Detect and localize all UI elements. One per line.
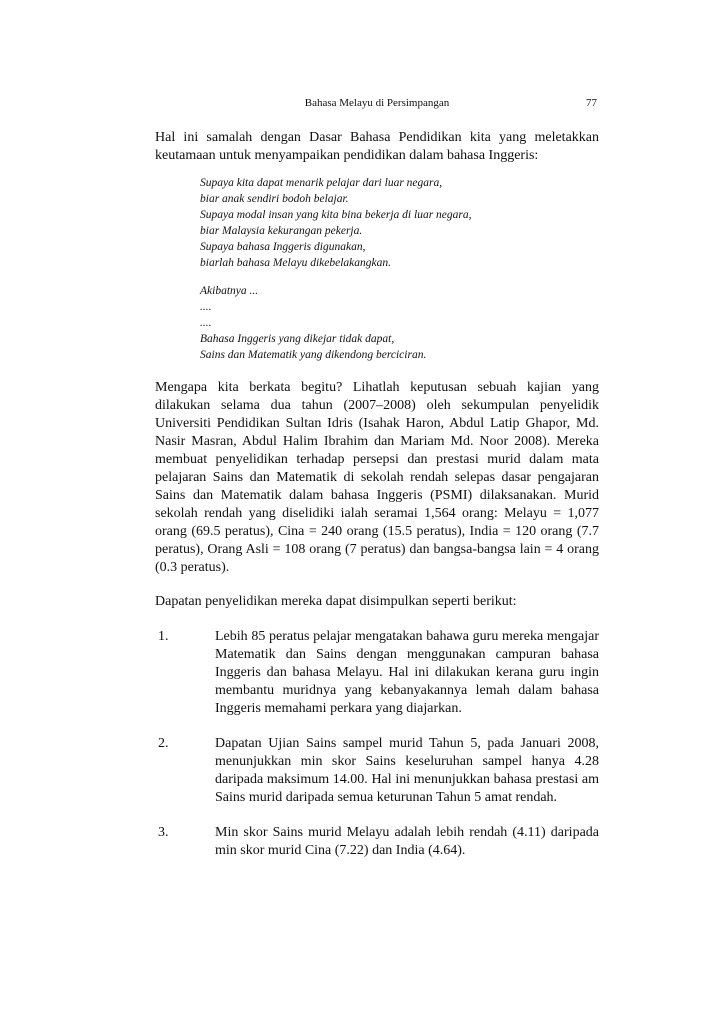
poem-block (200, 175, 599, 363)
stanza-break (200, 271, 599, 283)
running-header (155, 97, 599, 113)
research-paragraph: Mengapa kita berkata begitu? Lihatlah keputusan sebuah kajian yang dilakukan selama dua tahun (2007–2008) oleh sekumpulan penyelidik Universiti Pendidikan Sultan Idris (Isahak Haron, Abdul Latip Ghapor, Md. Nasir Masran, Abdul Halim Ibrahim dan Mariam Md. Noor 2008). Mereka membuat penyelidikan terhadap persepsi dan prestasi murid dalam mata pelajaran Sains dan Matematik di sekolah rendah selepas dasar pengajaran Sains dan Matematik dalam bahasa Inggeris (PSMI) dilaksanakan. Murid sekolah rendah yang diselidiki ialah seramai 1,564 orang: Melayu = 1,077 orang (69.5 peratus), Cina = 240 orang (15.5 peratus), India = 120 orang (7.7 peratus), Orang Asli = 108 orang (7 peratus) dan bangsa-bangsa lain = 4 orang (0.3 peratus). (155, 380, 599, 575)
poem-line: Bahasa Inggeris yang dikejar tidak dapat, (200, 333, 395, 345)
poem-line: biar Malaysia kekurangan pekerja. (200, 225, 363, 237)
poem-line: Supaya kita dapat menarik pelajar dari luar negara, (200, 177, 443, 189)
finding-number: 1. (158, 629, 169, 644)
finding-number: 2. (158, 736, 169, 751)
poem-line: Supaya bahasa Inggeris digunakan, (200, 241, 366, 253)
finding-text: Lebih 85 peratus pelajar mengatakan bahawa guru mereka mengajar Matematik dan Sains dengan menggunakan campuran bahasa Inggeris dan bahasa Melayu. Hal ini dilakukan kerana guru ingin membantu muridnya yang kebanyakannya lemah dalam bahasa Inggeris memahami perkara yang diajarkan. (215, 629, 599, 716)
poem-line: biar anak sendiri bodoh belajar. (200, 193, 349, 205)
poem-line: Supaya modal insan yang kita bina bekerja di luar negara, (200, 209, 472, 221)
poem-line: Akibatnya ... (200, 285, 259, 297)
finding-number: 3. (158, 825, 169, 840)
running-title: Bahasa Melayu di Persimpangan (304, 97, 450, 109)
poem-line: Sains dan Matematik yang dikendong berciciran. (200, 349, 427, 361)
page-number: 77 (586, 97, 597, 109)
finding-item (155, 628, 599, 718)
poem-line: .... (200, 317, 212, 329)
findings-list (155, 628, 599, 860)
poem-line: .... (200, 301, 212, 313)
page-body (155, 129, 599, 860)
finding-item (155, 824, 599, 860)
finding-text: Dapatan Ujian Sains sampel murid Tahun 5, pada Januari 2008, menunjukkan min skor Sains keseluruhan sampel hanya 4.28 daripada maksimum 14.00. Hal ini menunjukkan bahasa prestasi am Sains murid daripada semua keturunan Tahun 5 amat rendah. (215, 736, 599, 805)
finding-item (155, 735, 599, 807)
finding-text: Min skor Sains murid Melayu adalah lebih rendah (4.11) daripada min skor murid Cina (7.22) dan India (4.64). (215, 825, 599, 858)
summary-paragraph: Dapatan penyelidikan mereka dapat disimpulkan seperti berikut: (155, 594, 517, 609)
poem-line: biarlah bahasa Melayu dikebelakangkan. (200, 257, 391, 269)
intro-paragraph: Hal ini samalah dengan Dasar Bahasa Pendidikan kita yang meletakkan keutamaan untuk menyampaikan pendidikan dalam bahasa Inggeris: (155, 130, 599, 163)
